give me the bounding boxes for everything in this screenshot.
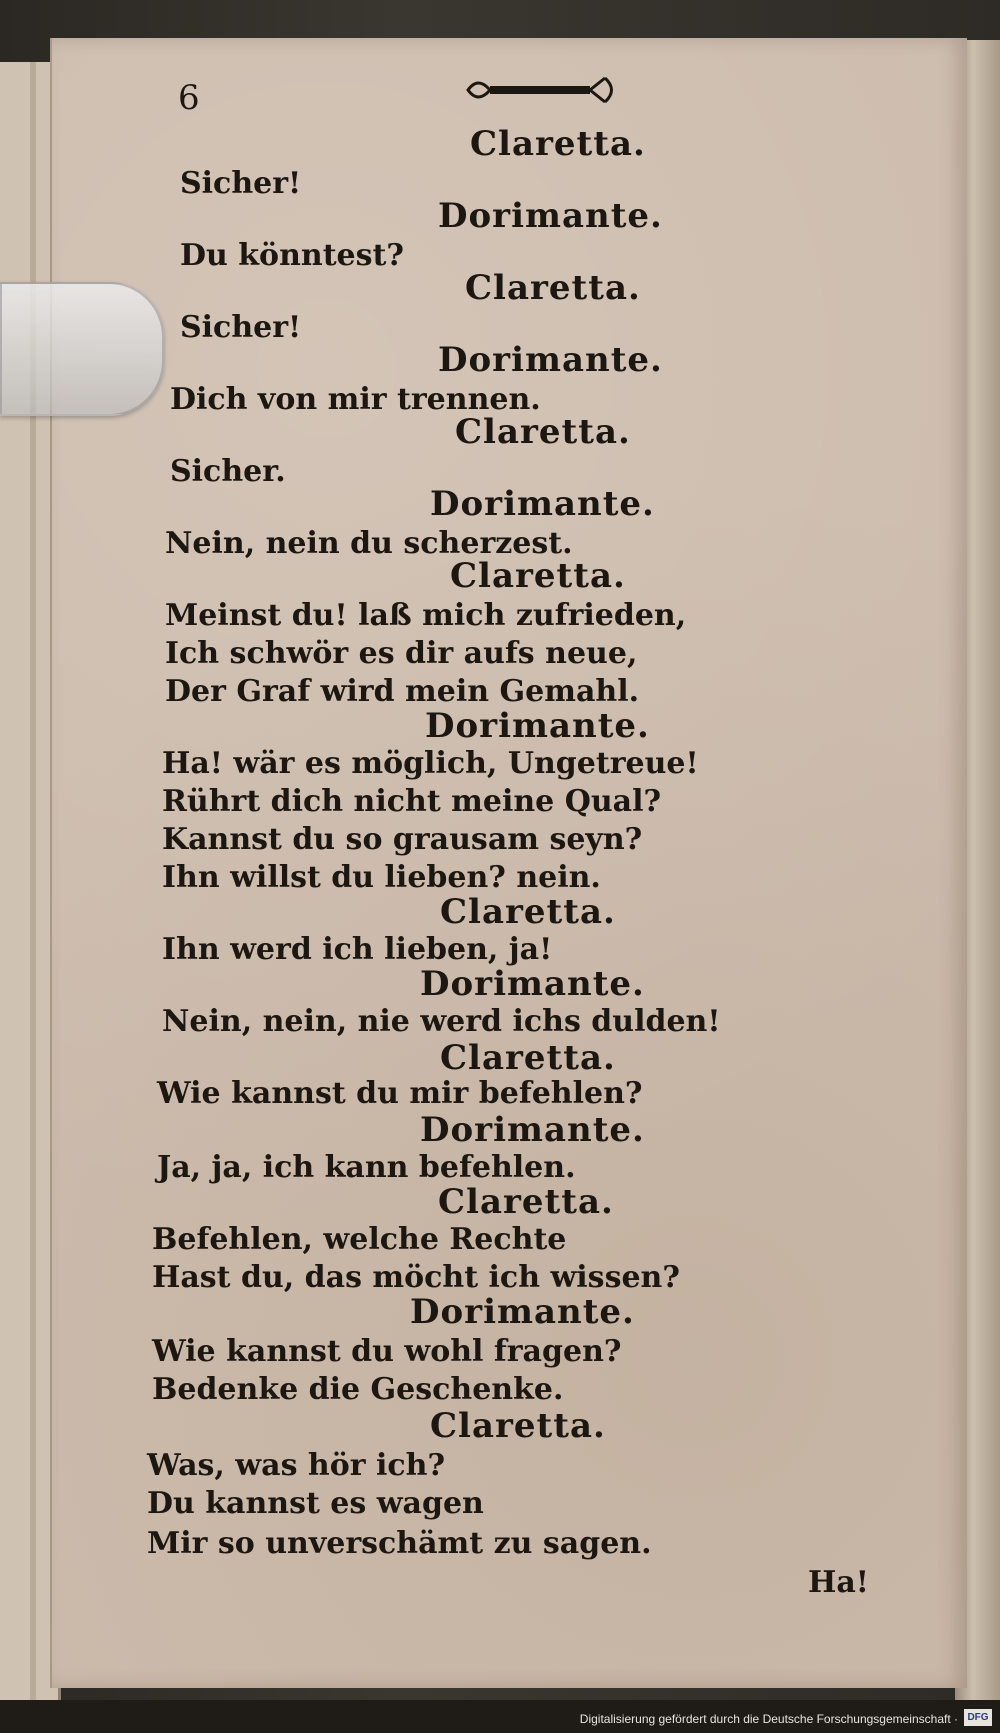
verse-line: Ha! wär es möglich, Ungetreue! xyxy=(162,746,699,781)
verse-line: Befehlen, welche Rechte xyxy=(152,1222,567,1257)
speaker-name: Claretta. xyxy=(450,556,626,596)
margin-note: Ha! xyxy=(808,1565,869,1600)
verse-line: Rührt dich nicht meine Qual? xyxy=(162,784,662,819)
verse-line: Wie kannst du wohl fragen? xyxy=(152,1334,622,1369)
speaker-name: Dorimante. xyxy=(430,484,655,524)
speaker-name: Claretta. xyxy=(470,124,646,164)
ornamental-rule-icon xyxy=(460,70,620,110)
verse-line: Wie kannst du mir befehlen? xyxy=(157,1076,643,1111)
speaker-name: Claretta. xyxy=(455,412,631,452)
speaker-name: Claretta. xyxy=(438,1182,614,1222)
page-number: 6 xyxy=(178,78,200,118)
verse-line: Dich von mir trennen. xyxy=(170,382,541,417)
verse-line: Hast du, das möcht ich wissen? xyxy=(152,1260,680,1295)
verse-line: Ich schwör es dir aufs neue, xyxy=(165,636,638,671)
verse-line: Mir so unverschämt zu sagen. xyxy=(147,1526,652,1561)
verse-line: Bedenke die Geschenke. xyxy=(152,1372,564,1407)
speaker-name: Claretta. xyxy=(440,892,616,932)
verse-line: Ja, ja, ich kann befehlen. xyxy=(157,1150,576,1185)
page-clip xyxy=(0,282,164,416)
speaker-name: Claretta. xyxy=(440,1038,616,1078)
verse-line: Ihn werd ich lieben, ja! xyxy=(162,932,553,967)
verse-line: Ihn willst du lieben? nein. xyxy=(162,860,601,895)
speaker-name: Dorimante. xyxy=(425,706,650,746)
speaker-name: Dorimante. xyxy=(420,1110,645,1150)
verse-line: Kannst du so grausam seyn? xyxy=(162,822,643,857)
verse-line: Sicher! xyxy=(180,310,302,345)
verse-line: Meinst du! laß mich zufrieden, xyxy=(165,598,687,633)
verse-line: Du kannst es wagen xyxy=(147,1486,484,1521)
verse-line: Du könntest? xyxy=(180,238,404,273)
funding-credit: Digitalisierung gefördert durch die Deutsche Forschungsgemeinschaft · xyxy=(579,1712,958,1726)
speaker-name: Dorimante. xyxy=(410,1292,635,1332)
speaker-name: Dorimante. xyxy=(438,340,663,380)
verse-line: Sicher! xyxy=(180,166,302,201)
bleed-through-text xyxy=(672,138,952,1588)
dfg-logo: DFG xyxy=(964,1709,992,1726)
speaker-name: Dorimante. xyxy=(438,196,663,236)
verse-line: Der Graf wird mein Gemahl. xyxy=(165,674,640,709)
verse-line: Nein, nein du scherzest. xyxy=(165,526,573,561)
speaker-name: Claretta. xyxy=(430,1406,606,1446)
verse-line: Was, was hör ich? xyxy=(147,1448,446,1483)
verse-line: Sicher. xyxy=(170,454,286,489)
verse-line: Nein, nein, nie werd ichs dulden! xyxy=(162,1004,721,1039)
speaker-name: Dorimante. xyxy=(420,964,645,1004)
speaker-name: Claretta. xyxy=(465,268,641,308)
